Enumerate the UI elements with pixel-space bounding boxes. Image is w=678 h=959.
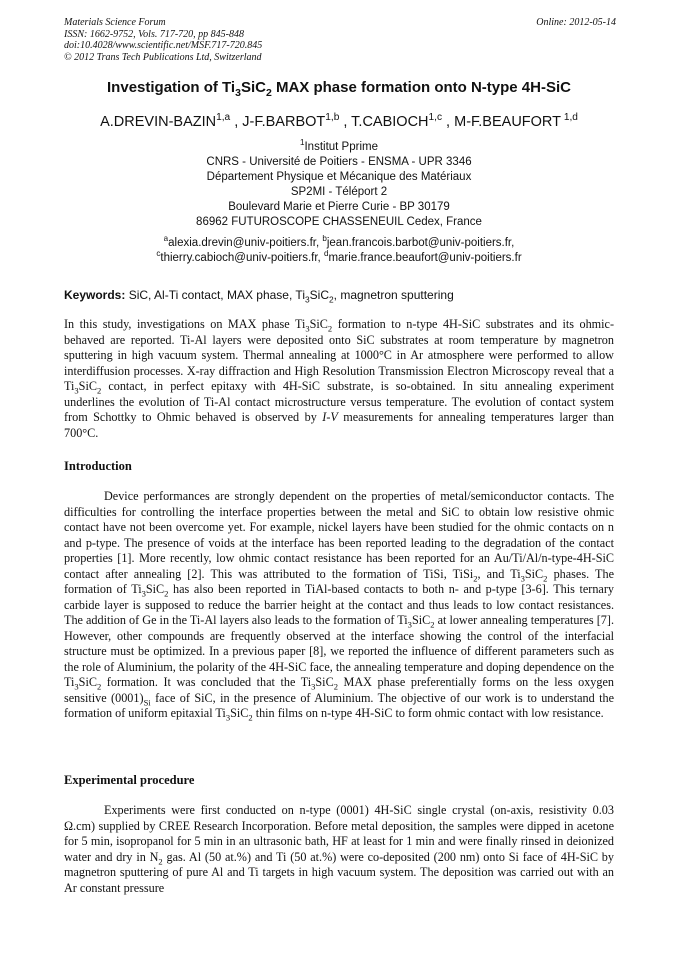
online-date: Online: 2012-05-14 <box>536 17 616 28</box>
affiliation-line: SP2MI - Téléport 2 <box>290 186 388 198</box>
email-link[interactable]: marie.france.beaufort@univ-poitiers.fr <box>328 252 522 264</box>
email-block: $^a$alexia.drevin@univ-poitiers.fr, $^b$jean.francois.barbot@univ-poitiers.fr, $^c$thierry.cabioch@univ-poitiers.fr, $^d$marie.france.beaufort@univ-poitiers.fr <box>156 234 522 264</box>
keywords-line: Keywords: SiC, Al-Ti contact, MAX phase, $Ti_3SiC_2$, magnetron sputtering <box>64 288 454 305</box>
introduction-paragraph: Device performances are strongly dependent on the properties of metal/semiconductor contacts. The difficulties for controlling the interface properties between the metal and SiC to obtain low resistive ohmic contact have not been overcome yet. For example, nickel layers have been studied for the ohmic contacts on n and p-type. The presence of voids at the interface has been reported leading to the degradation of the contact properties [1]. More recently, low ohmic contact resistance has been reported for an Au/Ti/Al/n-type-4H-SiC contact after annealing [2]. This was attributed to the formation of TiSi, TiSi$_2$, and $Ti_3SiC_2$ phases. The formation of $Ti_3SiC_2$ has also been reported in TiAl-based contacts to both n- and p-type [3-6]. This ternary carbide layer is supposed to reduce the barrier height at the contact and thus leads to low contact resistances. The addition of Ge in the Ti-Al layers also leads to the formation of $Ti_3SiC_2$ at lower annealing temperatures [7]. However, other compounds are frequently observed at the interface showing the control of the interfacial structure must be optimized. In a previous paper [8], we reported the influence of different parameters such as the role of Aluminium, the polarity of the 4H-SiC face, the annealing temperature and doping dependence on the $Ti_3SiC_2$ formation. It was concluded that the $Ti_3SiC_2$ MAX phase preferentially forms on the less oxygen sensitive $(0001)_{Si}$ face of SiC, in the presence of Aluminium. The objective of our work is to understand the formation of uniform epitaxial $Ti_3SiC_2$ thin films on n-type 4H-SiC to form ohmic contact with low resistance. <box>64 489 614 723</box>
author-name: A.DREVIN-BAZIN <box>100 114 217 130</box>
email-link[interactable]: jean.francois.barbot@univ-poitiers.fr, <box>326 237 515 249</box>
affiliation-line: Institut Pprime <box>304 141 378 153</box>
issn-line: ISSN: 1662-9752, Vols. 717-720, pp 845-848 <box>64 28 244 40</box>
keywords-label: Keywords: <box>64 288 126 302</box>
author-name: T.CABIOCH <box>351 114 429 130</box>
copyright-line: © 2012 Trans Tech Publications Ltd, Switzerland <box>64 51 262 63</box>
affiliation-line: Boulevard Marie et Pierre Curie - BP 30179 <box>228 201 450 213</box>
email-link[interactable]: thierry.cabioch@univ-poitiers.fr, <box>160 252 321 264</box>
email-link[interactable]: alexia.drevin@univ-poitiers.fr, <box>168 237 320 249</box>
experimental-heading: Experimental procedure <box>64 773 195 787</box>
author-name: M-F.BEAUFORT <box>454 114 561 130</box>
journal-name: Materials Science Forum <box>64 17 166 28</box>
affiliation-line: 86962 FUTUROSCOPE CHASSENEUIL Cedex, France <box>196 216 482 228</box>
abstract-paragraph: In this study, investigations on MAX phase $Ti_3SiC_2$ formation to n-type 4H-SiC substrates and its ohmic-behaved are reported. Ti-Al layers were deposited onto SiC substrates at room temperature by magnetron sputtering in high vacuum system. Thermal annealing at 1000°C in Ar atmosphere were performed to allow interdiffusion processes. X-ray diffraction and High Resolution Transmission Electron Microscopy reveal that a $Ti_3SiC_2$ contact, in perfect epitaxy with 4H-SiC substrate, is so-obtained. In situ annealing experiment underlines the evolution of Ti-Al contact microstructure versus temperature. The evolution of contact system from Schottky to Ohmic behaved is observed by I-V measurements for annealing temperatures larger than 700°C. <box>64 317 615 440</box>
experimental-paragraph: Experiments were first conducted on n-type (0001) 4H-SiC single crystal (on-axis, resistivity 0.03 Ω.cm) supplied by CREE Research Incorporation. Before metal deposition, the samples were dipped in acetone for 5 min, isopropanol for 5 min in an ultrasonic bath, HF at least for 1 min and were finally rinsed in deionized water and dry in $N_2$ gas. Al (50 at.%) and Ti (50 at.%) were co-deposited (200 nm) onto Si face of 4H-SiC by magnetron sputtering of pure Al and Ti targets in high vacuum system. The deposition was carried out with an Ar constant pressure <box>64 803 614 895</box>
affiliation-line: CNRS - Université de Poitiers - ENSMA - UPR 3346 <box>206 156 472 168</box>
affiliation-line: Département Physique et Mécanique des Matériaux <box>206 171 472 183</box>
introduction-heading: Introduction <box>64 459 132 473</box>
doi-line: doi:10.4028/www.scientific.net/MSF.717-720.845 <box>64 40 263 51</box>
author-list: A.DREVIN-BAZIN$^{1,a}$ , J-F.BARBOT$^{1,b}$ , T.CABIOCH$^{1,c}$ , M-F.BEAUFORT $^{1,d}$ <box>100 112 578 130</box>
affiliation-block: $^1$Institut Pprime CNRS - Université de Poitiers - ENSMA - UPR 3346 Département Physique et Mécanique des Matériaux SP2MI - Téléport 2 Boulevard Marie et Pierre Curie - BP 30179 86962 FUTUROSCOPE CHASSENEUIL Cedex, France <box>30 140 648 230</box>
journal-header <box>64 17 262 63</box>
paper-title: Investigation of $Ti_3SiC_2$ MAX phase formation onto N-type 4H-SiC <box>107 79 571 99</box>
author-name: J-F.BARBOT <box>242 114 326 130</box>
